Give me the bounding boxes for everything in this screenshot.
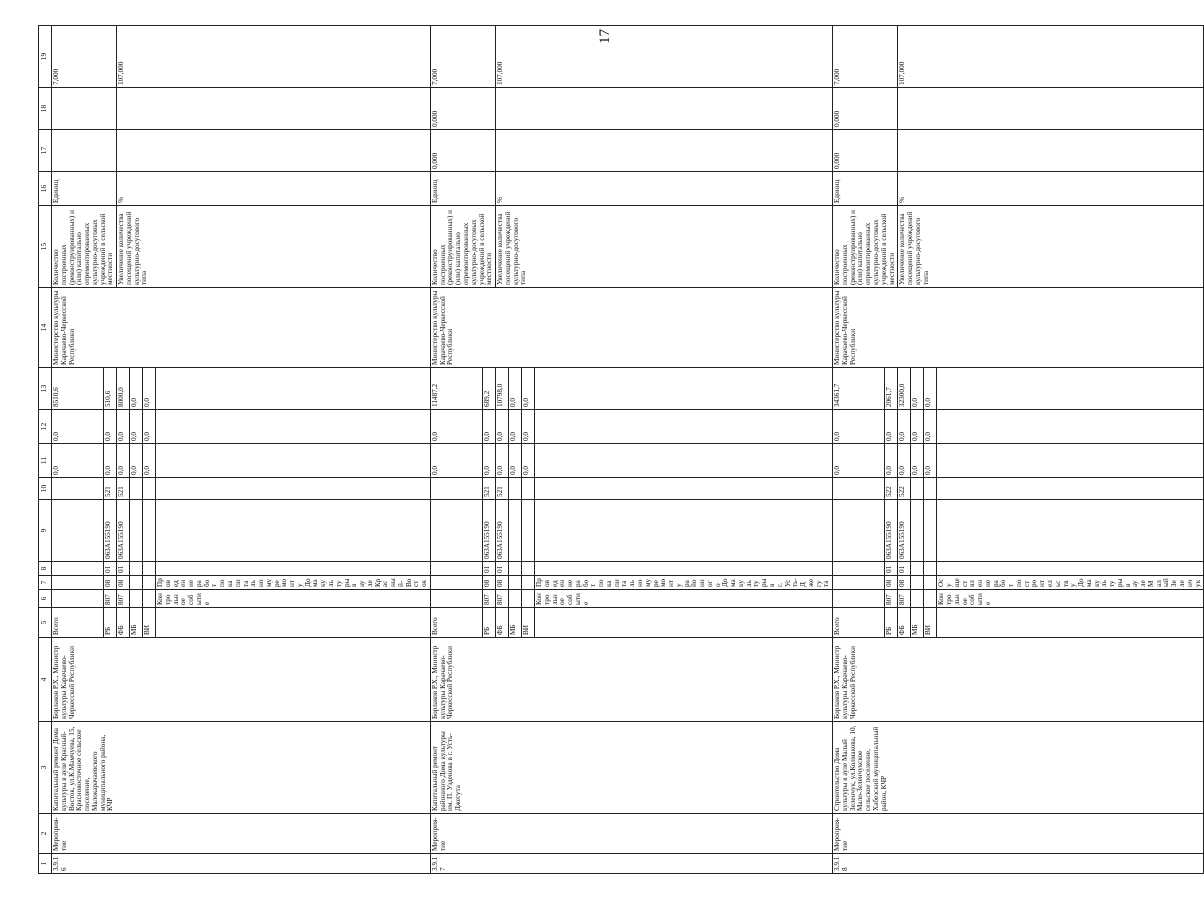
funding-value: 063А155190 [483, 500, 496, 562]
funding-value: 0,0 [509, 410, 522, 444]
funding-value [509, 478, 522, 500]
table-cell [430, 500, 482, 562]
table-cell [496, 130, 833, 172]
funding-value [911, 576, 924, 590]
funding-value [130, 576, 143, 590]
funding-value: 063А155190 [104, 500, 117, 562]
table-cell [535, 500, 833, 562]
table-cell [535, 444, 833, 478]
item-executor: Борлаков Р.Х., Министр культуры Карачаево-Черкесской Республики [833, 638, 1204, 722]
funding-source: Всего [833, 608, 885, 638]
table-cell [496, 88, 833, 130]
funding-value: 0,0 [143, 410, 156, 444]
table-cell [898, 88, 1204, 130]
indicator-value: 0,000 [833, 88, 898, 130]
table-cell [937, 444, 1204, 478]
funding-value: 01 [898, 562, 911, 576]
funding-value: 807 [483, 590, 496, 608]
funding-source: Всего [430, 608, 482, 638]
indicator-name: Количество построенных (реконструированных) и (или) капитально отремонтированных культурно-досуговых учреждений в сельской местности [833, 206, 898, 288]
funding-value: 689,2 [483, 368, 496, 410]
table-cell [937, 478, 1204, 500]
funding-source: МБ [911, 608, 924, 638]
funding-value: 01 [885, 562, 898, 576]
item-name: Строительство Дома культуры в ауле Малый Зеленчук, ул.Колмакова, 10, Мало-Зеленчукское сельское поселение, Хабезский муниципальный район, КЧР [833, 722, 1204, 814]
amount-cell: 0,0 [430, 410, 482, 444]
table-cell [156, 500, 431, 562]
funding-value: 0,0 [924, 368, 937, 410]
table-cell [535, 368, 833, 410]
funding-value: 521 [117, 478, 130, 500]
indicator-value: 0,000 [833, 130, 898, 172]
table-cell [117, 130, 431, 172]
column-header: 11 [39, 444, 52, 478]
funding-value: 08 [117, 576, 130, 590]
funding-value [522, 500, 535, 562]
indicator-value: 0,000 [430, 130, 495, 172]
funding-value [522, 562, 535, 576]
table-cell [156, 562, 431, 576]
funding-value: 0,0 [522, 444, 535, 478]
column-header: 5 [39, 608, 52, 638]
item-number: 3.9.18 [833, 854, 1204, 874]
funding-value: 807 [885, 590, 898, 608]
funding-value [522, 478, 535, 500]
table-cell [535, 410, 833, 444]
funding-value: 0,0 [885, 410, 898, 444]
funding-value: 01 [117, 562, 130, 576]
funding-value: 063А155190 [898, 500, 911, 562]
funding-source: ВИ [522, 608, 535, 638]
table-cell [117, 88, 431, 130]
total-sum: 11487,2 [430, 368, 482, 410]
funding-value: 2061,7 [885, 368, 898, 410]
customer: Министерство культуры Карачаево-Черкесской Республики [52, 288, 431, 368]
table-cell [52, 500, 104, 562]
table-cell [833, 576, 885, 590]
funding-value [143, 478, 156, 500]
table-cell [156, 478, 431, 500]
funding-value: 0,0 [522, 368, 535, 410]
funding-value: 0,0 [143, 444, 156, 478]
funding-value: 0,0 [117, 444, 130, 478]
indicator-value [52, 88, 117, 130]
table-cell [52, 576, 104, 590]
table-cell [52, 478, 104, 500]
funding-value [911, 562, 924, 576]
funding-value [143, 562, 156, 576]
funding-value [509, 500, 522, 562]
funding-source: ВИ [143, 608, 156, 638]
column-header: 10 [39, 478, 52, 500]
table-cell [937, 608, 1204, 638]
funding-value: 0,0 [898, 410, 911, 444]
funding-value [522, 576, 535, 590]
funding-value: 0,0 [911, 368, 924, 410]
indicator-name: Увеличение количества посещений учреждений культурно-досугового типа [898, 206, 1204, 288]
item-name: Капитальный ремонт районного Дома культуры им. П. Узденова в г. Усть-Джегута [430, 722, 832, 814]
header-row [39, 26, 52, 874]
indicator-value: 7,000 [52, 26, 117, 88]
funding-value: 521 [104, 478, 117, 500]
table-cell [52, 562, 104, 576]
funding-value: 522 [885, 478, 898, 500]
indicator-unit: % [496, 172, 833, 206]
indicator-unit: % [898, 172, 1204, 206]
funding-source: РБ [885, 608, 898, 638]
table-cell [430, 576, 482, 590]
indicator-value [52, 130, 117, 172]
table-cell [156, 444, 431, 478]
amount-cell: 0,0 [430, 444, 482, 478]
funding-value [924, 562, 937, 576]
column-header: 17 [39, 130, 52, 172]
block-main-row [52, 26, 104, 874]
table-cell [156, 368, 431, 410]
funding-value: 521 [496, 478, 509, 500]
funding-value: 08 [483, 576, 496, 590]
block-main-row [833, 26, 885, 874]
funding-value: 0,0 [130, 410, 143, 444]
funding-value [911, 500, 924, 562]
amount-cell: 0,0 [833, 410, 885, 444]
column-header: 9 [39, 500, 52, 562]
column-header: 19 [39, 26, 52, 88]
table-cell [156, 608, 431, 638]
event-name: Осуществление работ по строительству Дома культуры в ауле Малый Зеленчук [937, 576, 1204, 590]
funding-value [130, 478, 143, 500]
funding-source: МБ [130, 608, 143, 638]
funding-value: 522 [898, 478, 911, 500]
table-cell [937, 368, 1204, 410]
funding-value: 0,0 [509, 368, 522, 410]
column-header: 1 [39, 854, 52, 874]
funding-value: 0,0 [483, 444, 496, 478]
funding-source: РБ [104, 608, 117, 638]
funding-value [130, 500, 143, 562]
indicator-value: 0,000 [430, 88, 495, 130]
table-cell [535, 562, 833, 576]
funding-source: ВИ [924, 608, 937, 638]
indicator-unit: Единиц [833, 172, 898, 206]
funding-source: ФБ [898, 608, 911, 638]
column-header: 8 [39, 562, 52, 576]
funding-value: 510,6 [104, 368, 117, 410]
total-sum: 8510,6 [52, 368, 104, 410]
funding-value: 807 [104, 590, 117, 608]
program-table [38, 25, 1204, 874]
funding-value: 063А155190 [496, 500, 509, 562]
funding-source: МБ [509, 608, 522, 638]
funding-source: Всего [52, 608, 104, 638]
funding-value [143, 576, 156, 590]
funding-value: 063А155190 [885, 500, 898, 562]
item-executor: Борлаков Р.Х., Министр культуры Карачаево-Черкесской Республики [430, 638, 832, 722]
funding-value [924, 500, 937, 562]
rotated-table-area [38, 36, 1202, 874]
funding-value [911, 590, 924, 608]
funding-value: 063А155190 [117, 500, 130, 562]
table-cell [937, 562, 1204, 576]
event-type: Контрольное событие [156, 590, 431, 608]
funding-value: 807 [898, 590, 911, 608]
item-executor: Борлаков Р.Х., Министр культуры Карачаево-Черкесской Республики [52, 638, 431, 722]
table-cell [535, 608, 833, 638]
amount-cell: 0,0 [52, 410, 104, 444]
amount-cell: 0,0 [52, 444, 104, 478]
indicator-name: Увеличение количества посещений учреждений культурно-досугового типа [117, 206, 431, 288]
table-cell [535, 478, 833, 500]
funding-value [509, 590, 522, 608]
funding-value [509, 576, 522, 590]
table-cell [833, 500, 885, 562]
funding-value: 0,0 [522, 410, 535, 444]
funding-value: 8000,0 [117, 368, 130, 410]
funding-source: ФБ [117, 608, 130, 638]
item-name: Капитальный ремонт Дома культуры в ауле Красный-Восток, ул.К.Мамчуева, 15, Красновосточное сельское поселение, Малокарачаевского муниципального района, КЧР [52, 722, 431, 814]
table-cell [833, 590, 885, 608]
funding-value: 01 [483, 562, 496, 576]
funding-value: 0,0 [885, 444, 898, 478]
indicator-unit: Единиц [430, 172, 495, 206]
funding-value [509, 562, 522, 576]
indicator-value: 7,000 [430, 26, 495, 88]
column-header: 18 [39, 88, 52, 130]
funding-value: 10798,0 [496, 368, 509, 410]
table-cell [430, 478, 482, 500]
funding-value: 0,0 [911, 444, 924, 478]
funding-value [911, 478, 924, 500]
funding-value [924, 590, 937, 608]
column-header: 16 [39, 172, 52, 206]
indicator-name: Количество построенных (реконструированных) и (или) капитально отремонтированных культурно-досуговых учреждений в сельской местности [430, 206, 495, 288]
item-type: Мероприя-тие [833, 814, 1204, 854]
column-header: 6 [39, 590, 52, 608]
indicator-unit: % [117, 172, 431, 206]
funding-value: 0,0 [509, 444, 522, 478]
funding-value [924, 478, 937, 500]
funding-value: 0,0 [496, 444, 509, 478]
block-main-row [430, 26, 482, 874]
funding-value: 01 [104, 562, 117, 576]
funding-value: 0,0 [911, 410, 924, 444]
customer: Министерство культуры Карачаево-Черкесской Республики [430, 288, 832, 368]
funding-value: 0,0 [104, 410, 117, 444]
funding-value: 08 [898, 576, 911, 590]
table-cell [52, 590, 104, 608]
item-number: 3.9.17 [430, 854, 832, 874]
funding-value: 0,0 [117, 410, 130, 444]
funding-value [522, 590, 535, 608]
funding-value: 0,0 [143, 368, 156, 410]
indicator-value: 7,000 [833, 26, 898, 88]
indicator-name: Увеличение количества посещений учреждений культурно-досугового типа [496, 206, 833, 288]
funding-value: 08 [885, 576, 898, 590]
table-cell [156, 410, 431, 444]
indicator-unit: Единиц [52, 172, 117, 206]
funding-value: 01 [496, 562, 509, 576]
indicator-name: Количество построенных (реконструированных) и (или) капитально отремонтированных культурно-досуговых учреждений в сельской местности [52, 206, 117, 288]
event-name: Проведение работ по капитальному ремонту районного Дома культуры в г. Усть-Джегута [535, 576, 833, 590]
funding-value: 0,0 [924, 410, 937, 444]
funding-source: ФБ [496, 608, 509, 638]
funding-value: 807 [117, 590, 130, 608]
funding-value [143, 590, 156, 608]
funding-value: 0,0 [483, 410, 496, 444]
page-number: 17 [597, 29, 613, 44]
funding-value: 08 [496, 576, 509, 590]
funding-value: 0,0 [496, 410, 509, 444]
funding-value [143, 500, 156, 562]
column-header: 4 [39, 638, 52, 722]
funding-value: 0,0 [104, 444, 117, 478]
table-cell [430, 590, 482, 608]
funding-value: 807 [496, 590, 509, 608]
column-header: 12 [39, 410, 52, 444]
table-cell [833, 478, 885, 500]
column-header: 14 [39, 288, 52, 368]
funding-value: 0,0 [898, 444, 911, 478]
column-header: 15 [39, 206, 52, 288]
column-header: 2 [39, 814, 52, 854]
item-type: Мероприя-тие [430, 814, 832, 854]
funding-value [130, 590, 143, 608]
customer: Министерство культуры Карачаево-Черкесской Республики [833, 288, 1204, 368]
indicator-value: 107,000 [898, 26, 1204, 88]
table-cell [833, 562, 885, 576]
item-number: 3.9.16 [52, 854, 431, 874]
column-header: 13 [39, 368, 52, 410]
column-header: 7 [39, 576, 52, 590]
amount-cell: 0,0 [833, 444, 885, 478]
funding-value: 08 [104, 576, 117, 590]
program-table-container [38, 36, 1202, 874]
column-header: 3 [39, 722, 52, 814]
table-cell [898, 130, 1204, 172]
event-name: Проведение работ по капитальному ремонту Дома культуры в ауле Красный-Восток [156, 576, 431, 590]
table-cell [937, 500, 1204, 562]
funding-value: 521 [483, 478, 496, 500]
funding-source: РБ [483, 608, 496, 638]
indicator-value: 107,000 [496, 26, 833, 88]
total-sum: 34361,7 [833, 368, 885, 410]
funding-value [130, 562, 143, 576]
event-type: Контрольное событие [535, 590, 833, 608]
indicator-value: 107,000 [117, 26, 431, 88]
table-cell [430, 562, 482, 576]
funding-value: 0,0 [130, 444, 143, 478]
funding-value: 32300,0 [898, 368, 911, 410]
funding-value: 0,0 [130, 368, 143, 410]
table-cell [937, 410, 1204, 444]
event-type: Контрольное событие [937, 590, 1204, 608]
funding-value [924, 576, 937, 590]
funding-value: 0,0 [924, 444, 937, 478]
item-type: Мероприя-тие [52, 814, 431, 854]
